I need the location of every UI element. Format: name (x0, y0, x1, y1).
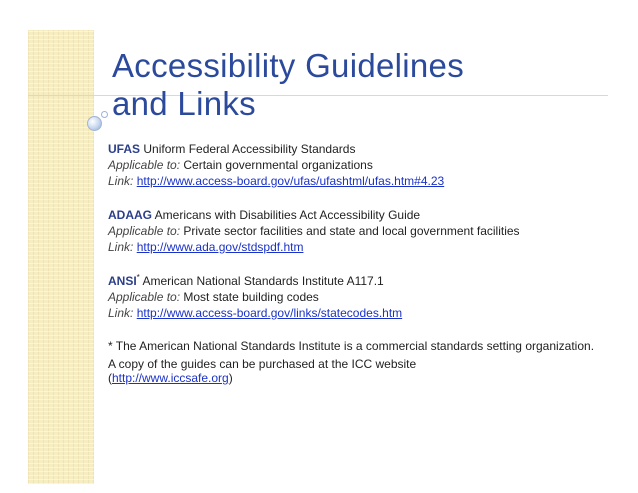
adaag-applicable (108, 223, 608, 239)
icc-open-paren: ( (108, 371, 112, 385)
ansi-name: American National Standards Institute A117.1 (142, 274, 384, 288)
ufas-applicable-text: Certain governmental organizations (183, 158, 373, 172)
link-label: Link: (108, 240, 134, 254)
ansi-link[interactable]: http://www.access-board.gov/links/statecodes.htm (136, 306, 403, 320)
adaag-heading (108, 207, 608, 223)
circle-ornament (87, 116, 102, 131)
adaag-link[interactable]: http://www.ada.gov/stdspdf.htm (136, 240, 304, 254)
slide-content (108, 141, 608, 385)
ansi-abbr: ANSI (108, 274, 137, 288)
adaag-applicable-text: Private sector facilities and state and local government facilities (183, 224, 520, 238)
ufas-name: Uniform Federal Accessibility Standards (143, 142, 356, 156)
icc-text: A copy of the guides can be purchased at the ICC website (108, 357, 417, 371)
small-circle-ornament (101, 111, 108, 118)
decorative-side-band (28, 30, 94, 484)
title-line-1: Accessibility Guidelines (112, 47, 465, 84)
ansi-applicable-text: Most state building codes (183, 290, 319, 304)
link-label: Link: (108, 174, 134, 188)
ansi-applicable (108, 289, 608, 305)
ansi-link-row (108, 305, 608, 321)
ufas-link[interactable]: http://www.access-board.gov/ufas/ufashtml/ufas.htm#4.23 (136, 174, 445, 188)
applicable-label: Applicable to: (108, 224, 181, 238)
ufas-heading (108, 141, 608, 157)
ansi-heading (108, 273, 608, 289)
adaag-abbr: ADAAG (108, 208, 152, 222)
ufas-link-row (108, 173, 608, 189)
slide-title (112, 47, 464, 123)
applicable-label: Applicable to: (108, 158, 181, 172)
adaag-link-row (108, 239, 608, 255)
footnote: * The American National Standards Institute is a commercial standards setting organization. (108, 339, 595, 353)
ufas-abbr: UFAS (108, 142, 141, 156)
adaag-name: Americans with Disabilities Act Accessibility Guide (154, 208, 421, 222)
link-label: Link: (108, 306, 134, 320)
ufas-applicable (108, 157, 608, 173)
ansi-footnote-mark: * (136, 273, 140, 282)
icc-link[interactable]: http://www.iccsafe.org (112, 371, 229, 385)
title-line-2: and Links (112, 85, 256, 122)
icc-close-paren: ) (228, 371, 233, 385)
icc-link-row (108, 371, 608, 385)
applicable-label: Applicable to: (108, 290, 181, 304)
